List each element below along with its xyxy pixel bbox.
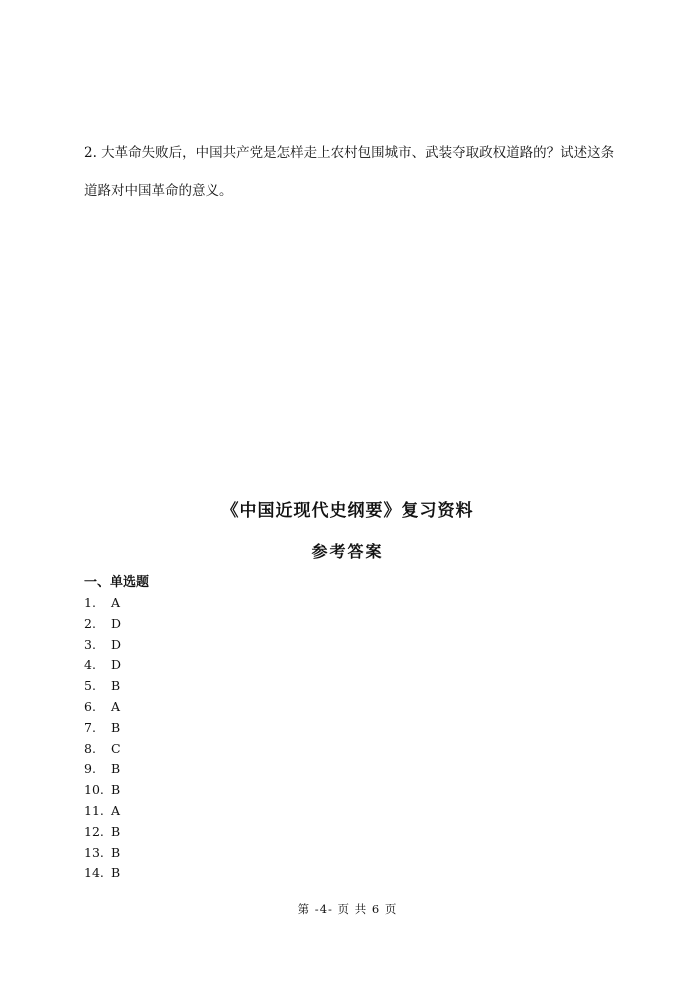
answer-item: [84, 739, 121, 760]
question-line-2: 道路对中国革命的意义。: [84, 183, 233, 199]
answer-item: [84, 697, 121, 718]
answer-number: 14.: [84, 865, 104, 881]
answer-item: [84, 822, 121, 843]
essay-question: [84, 134, 640, 210]
answer-value: B: [111, 865, 121, 881]
answer-item: [84, 843, 121, 864]
answer-number: 5.: [84, 678, 96, 694]
answer-item: [84, 614, 121, 635]
document-title: 《中国近现代史纲要》复习资料: [221, 501, 474, 521]
answer-number: 8.: [84, 740, 96, 756]
answer-value: D: [111, 657, 122, 673]
answer-item: [84, 593, 121, 614]
answer-value: B: [111, 823, 121, 839]
answer-list: [84, 593, 121, 884]
answer-item: [84, 780, 121, 801]
answer-item: [84, 718, 121, 739]
answer-item: [84, 655, 121, 676]
answer-number: 11.: [84, 802, 104, 818]
answer-value: C: [111, 740, 121, 756]
answer-value: A: [111, 802, 121, 818]
answer-item: [84, 635, 121, 656]
answer-number: 9.: [84, 761, 96, 777]
answer-item: [84, 676, 121, 697]
answer-value: A: [111, 698, 121, 714]
answer-number: 2.: [84, 615, 96, 631]
answer-value: D: [111, 615, 122, 631]
answer-item: [84, 863, 121, 884]
answer-number: 10.: [84, 782, 104, 798]
answer-item: [84, 759, 121, 780]
answer-value: B: [111, 719, 121, 735]
answer-number: 3.: [84, 636, 96, 652]
section-heading-single-choice: 一、单选题: [84, 575, 150, 590]
answer-value: B: [111, 761, 121, 777]
answer-number: 13.: [84, 844, 104, 860]
answer-item: [84, 801, 121, 822]
answer-number: 12.: [84, 823, 104, 839]
answer-value: B: [111, 782, 121, 798]
answer-number: 4.: [84, 657, 96, 673]
question-line-1: 2. 大革命失败后，中国共产党是怎样走上农村包围城市、武装夺取政权道路的？试述这条: [84, 145, 615, 161]
page-footer: 第 -4- 页 共 6 页: [297, 902, 398, 916]
answer-number: 1.: [84, 595, 96, 610]
answer-value: B: [111, 844, 121, 860]
document-subtitle: 参考答案: [311, 542, 384, 561]
answer-value: A: [111, 595, 121, 610]
answer-value: D: [111, 636, 122, 652]
answer-number: 6.: [84, 698, 96, 714]
answer-value: B: [111, 678, 121, 694]
answer-number: 7.: [84, 719, 96, 735]
